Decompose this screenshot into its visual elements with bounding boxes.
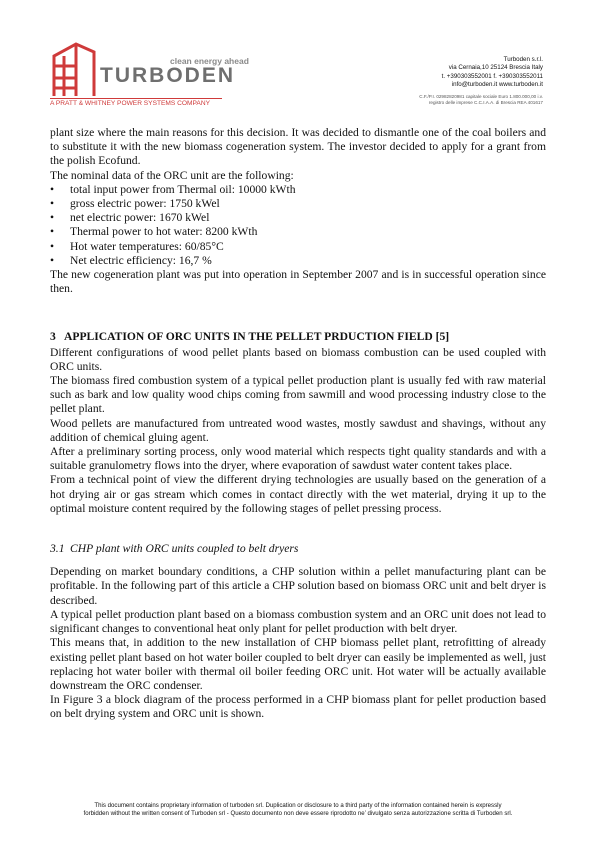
list-item-text: gross electric power: 1750 kWel <box>70 197 220 211</box>
bullet-icon: • <box>50 182 55 196</box>
paragraph: Wood pellets are manufactured from untreated wood wastes, mostly sawdust and shavings, without any addition of chemical gluing agent. <box>50 416 546 444</box>
list-item <box>50 211 546 225</box>
logo-wordmark: TURBODEN <box>100 64 235 87</box>
company-logo <box>50 40 250 110</box>
logo-tagline: clean energy ahead <box>170 56 249 66</box>
turboden-logo-icon <box>50 40 98 98</box>
paragraph: The new cogeneration plant was put into operation in September 2007 and is in successful operation since then. <box>50 268 546 296</box>
section-heading <box>50 330 546 344</box>
company-contact <box>442 56 543 89</box>
company-registration <box>419 94 543 106</box>
paragraph: The biomass fired combustion system of a typical pellet production plant is usually fed with raw material such as bark and low quality wood chips coming from sawmill and wood processing industry close to the pellet plant. <box>50 374 546 416</box>
list-item-text: Thermal power to hot water: 8200 kWth <box>70 225 258 239</box>
company-address: via Cernaia,10 25124 Brescia Italy <box>448 64 543 72</box>
paragraph: Different configurations of wood pellet plants based on biomass combustion can be used coupled with ORC units. <box>50 345 546 373</box>
bullet-icon: • <box>50 197 55 211</box>
list-item-text: Net electric efficiency: 16,7 % <box>70 253 212 267</box>
list-item <box>50 240 546 254</box>
paragraph: In Figure 3 a block diagram of the process performed in a CHP biomass plant for pellet production based on belt drying system and ORC unit is shown. <box>50 693 546 721</box>
company-phone: t. +390303552001 f. +390303552011 <box>441 72 543 80</box>
paragraph: After a preliminary sorting process, only wood material which respects tight quality standards and with a suitable granulometry flows into the dryer, where evaporation of sawdust water content takes place. <box>50 445 546 473</box>
section-title: APPLICATION OF ORC UNITS IN THE PELLET PRDUCTION FIELD [5] <box>64 330 450 344</box>
list-item <box>50 197 546 211</box>
list-item-text: Hot water temperatures: 60/85°C <box>70 239 224 253</box>
confidentiality-footer <box>48 802 548 818</box>
paragraph: From a technical point of view the different drying technologies are usually based on the generation of a hot drying air or gas stream which comes in contact directly with the wet material, drying it up to the optimal moisture content required by the following stages of pellet pressing process. <box>50 473 546 515</box>
footer-line: This document contains proprietary information of turboden srl. Duplication or disclosure to a third party of the information contained herein is expressly <box>94 802 502 809</box>
paragraph: Depending on market boundary conditions, a CHP solution within a pellet manufacturing plant can be profitable. In the following part of this article a CHP solution based on biomass ORC unit and belt dryer is described. <box>50 565 546 607</box>
bullet-icon: • <box>50 239 55 253</box>
subsection-title: CHP plant with ORC units coupled to belt dryers <box>70 542 299 556</box>
section-number: 3 <box>50 330 56 344</box>
paragraph: A typical pellet production plant based on a biomass combustion system and an ORC unit does not lead to significant changes to conventional heat only plant for pellet production with belt dryer. <box>50 607 546 636</box>
paragraph: plant size where the main reasons for this decision. It was decided to dismantle one of the coal boilers and to substitute it with the new biomass cogeneration system. The investor decided to apply for a grant from the polish Ecofund. <box>50 126 546 168</box>
bullet-icon: • <box>50 225 55 239</box>
document-body <box>50 126 546 722</box>
orc-data-list <box>50 183 546 268</box>
logo-subtitle: A PRATT & WHITNEY POWER SYSTEMS COMPANY <box>50 100 210 107</box>
paragraph: This means that, in addition to the new installation of CHP biomass pellet plant, retrofitting of already existing pellet plant based on hot water boiler coupled to belt dryer can easily be implemented as well, just replacing hot water boiler with thermal oil boiler feeding ORC unit. Hot water will be actually available downstream the ORC condenser. <box>50 636 546 692</box>
subsection-number: 3.1 <box>50 542 65 556</box>
company-web: info@turboden.it www.turboden.it <box>451 80 543 88</box>
list-item <box>50 183 546 197</box>
list-item-text: total input power from Thermal oil: 10000 kWth <box>70 182 296 196</box>
list-item <box>50 225 546 239</box>
bullet-icon: • <box>50 211 55 225</box>
list-item-text: net electric power: 1670 kWel <box>70 211 210 225</box>
logo-divider <box>50 98 222 99</box>
registration-line: C.F./P.I. 02982820981 capitale sociale Euro 1.800.000,00 i.v. <box>419 94 543 99</box>
registration-line: registro delle imprese C.C.I.A.A. di Brescia REA 401617 <box>428 100 543 106</box>
footer-line: forbidden without the written consent of Turboden srl - Questo documento non deve essere riprodotto ne’ divulgato senza autorizzazione scritta di Turboden srl. <box>83 810 513 817</box>
paragraph: The nominal data of the ORC unit are the following: <box>50 168 294 182</box>
list-item <box>50 254 546 268</box>
company-name: Turboden s.r.l. <box>503 56 543 63</box>
subsection-heading <box>50 542 546 556</box>
bullet-icon: • <box>50 253 55 267</box>
